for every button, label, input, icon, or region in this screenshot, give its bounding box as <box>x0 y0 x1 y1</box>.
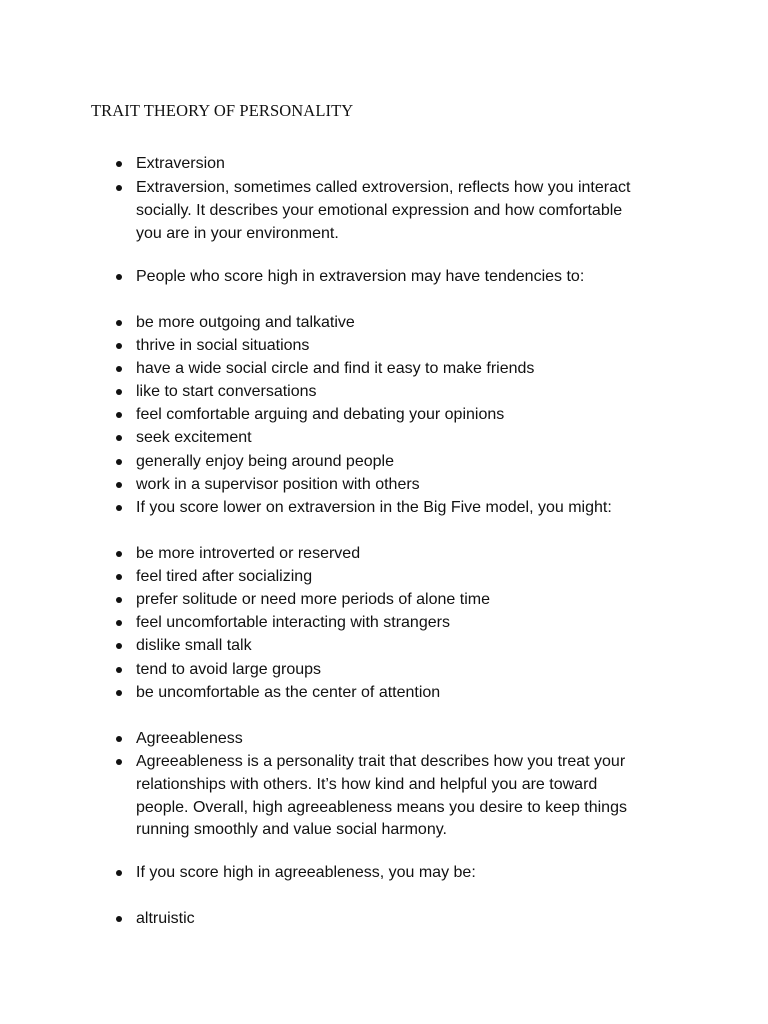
list-item-text: relationships with others. It’s how kind and helpful you are toward <box>136 775 598 793</box>
list-item-text: be uncomfortable as the center of attention <box>136 684 441 701</box>
bullet-icon <box>116 551 122 557</box>
list-item <box>136 474 666 497</box>
list-item <box>136 635 666 658</box>
list-item-text: feel tired after socializing <box>136 568 313 585</box>
list-item <box>136 153 666 176</box>
list-item-text: Extraversion <box>136 155 225 172</box>
list-item-text: socially. It describes your emotional expression and how comfortable <box>136 201 623 219</box>
bullet-icon <box>116 690 122 696</box>
list-item <box>136 177 666 245</box>
list-item-text: Extraversion, sometimes called extroversion, reflects how you interact <box>136 179 631 196</box>
bullet-icon <box>116 736 122 742</box>
bullet-icon <box>116 916 122 922</box>
bullet-icon <box>116 320 122 326</box>
list-item-text: tend to avoid large groups <box>136 661 322 678</box>
list-item-text: like to start conversations <box>136 383 317 400</box>
list-item <box>136 659 666 682</box>
bullet-icon <box>116 574 122 580</box>
document-title: TRAIT THEORY OF PERSONALITY <box>91 101 354 120</box>
bullet-icon <box>116 505 122 511</box>
list-item-text: running smoothly and value social harmony. <box>136 821 447 839</box>
list-item <box>136 427 666 450</box>
list-item <box>136 589 666 612</box>
bullet-icon <box>116 343 122 349</box>
list-item-text: people. Overall, high agreeableness means you desire to keep things <box>136 798 627 816</box>
bullet-icon <box>116 643 122 649</box>
bullet-icon <box>116 620 122 626</box>
bullet-icon <box>116 366 122 372</box>
list-item-text: generally enjoy being around people <box>136 453 394 470</box>
list-item <box>136 543 666 566</box>
list-item <box>136 404 666 427</box>
list-item-text: People who score high in extraversion may have tendencies to: <box>136 268 585 285</box>
list-item-text: feel comfortable arguing and debating your opinions <box>136 406 505 423</box>
list-item-text: be more outgoing and talkative <box>136 314 355 331</box>
list-item-text: thrive in social situations <box>136 337 310 354</box>
bullet-icon <box>116 870 122 876</box>
list-item <box>136 728 666 751</box>
list-item <box>136 751 666 842</box>
list-item <box>136 381 666 404</box>
bullet-icon <box>116 597 122 603</box>
list-item <box>136 566 666 589</box>
bullet-icon <box>116 161 122 167</box>
list-item-text: Agreeableness is a personality trait that describes how you treat your <box>136 753 626 770</box>
bullet-icon <box>116 759 122 765</box>
list-item <box>136 266 666 289</box>
list-item <box>136 312 666 335</box>
bullet-icon <box>116 412 122 418</box>
list-item-text: be more introverted or reserved <box>136 545 361 562</box>
bullet-icon <box>116 389 122 395</box>
list-item-text: If you score high in agreeableness, you may be: <box>136 864 476 881</box>
list-item <box>136 358 666 381</box>
list-item-text: prefer solitude or need more periods of alone time <box>136 591 490 608</box>
list-item <box>136 682 666 705</box>
list-item-text: work in a supervisor position with others <box>136 476 420 493</box>
list-item-text: seek excitement <box>136 429 252 446</box>
bullet-icon <box>116 185 122 191</box>
list-item-text: If you score lower on extraversion in the Big Five model, you might: <box>136 499 612 516</box>
bullet-icon <box>116 435 122 441</box>
list-item-text: altruistic <box>136 910 195 927</box>
bullet-icon <box>116 667 122 673</box>
list-item <box>136 451 666 474</box>
bullet-icon <box>116 274 122 280</box>
bullet-icon <box>116 459 122 465</box>
list-item-text: you are in your environment. <box>136 224 339 242</box>
bullet-icon <box>116 482 122 488</box>
list-item-text: feel uncomfortable interacting with strangers <box>136 614 450 631</box>
list-item <box>136 335 666 358</box>
list-item-text: dislike small talk <box>136 637 252 654</box>
list-item-text: have a wide social circle and find it easy to make friends <box>136 360 535 377</box>
list-item <box>136 497 666 520</box>
list-item <box>136 862 666 885</box>
list-item-text: Agreeableness <box>136 730 243 747</box>
list-item <box>136 612 666 635</box>
list-item <box>136 908 666 931</box>
